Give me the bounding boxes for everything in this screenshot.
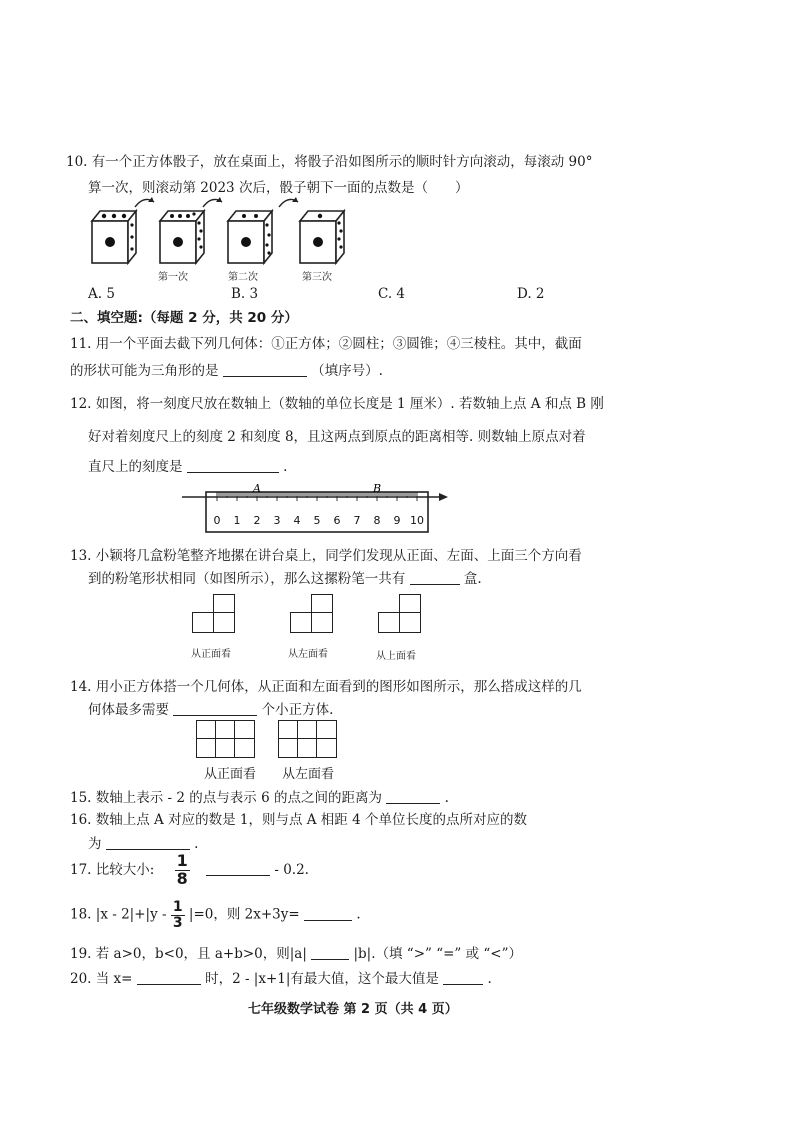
ruler-number: 10	[410, 514, 424, 527]
q11-text-b: （填序号）.	[311, 363, 383, 379]
ruler-numbers	[214, 514, 425, 527]
q11-answer-blank[interactable]	[223, 362, 307, 377]
q10-option-c: C. 4	[378, 286, 406, 302]
q20	[70, 967, 492, 987]
q14-line1: 14. 用小正方体搭一个几何体，从正面和左面看到的图形如图所示，那么搭成这样的几	[70, 679, 582, 695]
q14-line2	[88, 698, 333, 718]
q20-text-c: .	[487, 971, 492, 987]
q10-line2: 算一次，则滚动第 2023 次后，骰子朝下一面的点数是（ ）	[88, 180, 469, 196]
roll-label-2: 第二次	[228, 272, 258, 283]
q18-fraction	[171, 900, 185, 930]
q20-text-b: 时，2 - |x+1|有最大值，这个最大值是	[205, 971, 439, 987]
die-1	[92, 211, 136, 263]
q20-blank-max[interactable]	[443, 970, 483, 985]
die-3	[228, 211, 272, 263]
section-2-title: 二、填空题:（每题 2 分，共 20 分）	[70, 310, 298, 326]
q19-answer-blank[interactable]	[311, 945, 349, 960]
ruler-number: 9	[393, 514, 401, 527]
q13-top-label: 从上面看	[376, 651, 416, 662]
q17-fraction	[175, 853, 190, 888]
q17-rhs: - 0.2.	[274, 861, 309, 878]
ruler-number: 6	[333, 514, 341, 527]
q14-left-label: 从左面看	[282, 767, 335, 782]
die-2	[160, 211, 204, 263]
q19-text-a: 19. 若 a>0，b<0，且 a+b>0，则|a|	[70, 946, 307, 962]
q13-text-b: 盒.	[463, 571, 482, 587]
q16-text-b: .	[194, 836, 199, 852]
q15-text-b: .	[444, 790, 449, 806]
ruler-ticks	[217, 492, 417, 501]
q11-line1: 11. 用一个平面去截下列几何体：①正方体；②圆柱；③圆锥；④三棱柱。其中，截面	[70, 336, 582, 352]
q14-front-label: 从正面看	[204, 767, 257, 782]
q15-answer-blank[interactable]	[386, 789, 440, 804]
q13-line2	[88, 567, 482, 587]
ruler-number: 0	[213, 514, 221, 527]
q12-line1: 12. 如图，将一刻度尺放在数轴上（数轴的单位长度是 1 厘米）. 若数轴上点 A 和点 B 刚	[70, 396, 604, 412]
point-a-label: A	[253, 482, 261, 495]
q18	[70, 900, 361, 930]
ruler-number: 4	[293, 514, 301, 527]
ruler-number: 8	[373, 514, 381, 527]
q18-answer-blank[interactable]	[304, 906, 352, 921]
ruler-number: 3	[273, 514, 281, 527]
q13-text-a: 到的粉笔形状相同（如图所示），那么这摞粉笔一共有	[88, 571, 406, 587]
q16-text-a: 为	[88, 836, 102, 852]
q17-label: 17. 比较大小:	[70, 861, 155, 878]
q10-option-b: B. 3	[231, 286, 259, 302]
point-b-label: B	[372, 482, 382, 495]
ruler-number: 2	[253, 514, 261, 527]
q13-line1: 13. 小颖将几盒粉笔整齐地摞在讲台桌上，同学们发现从正面、左面、上面三个方向看	[70, 548, 582, 564]
page-footer: 七年级数学试卷 第 2 页（共 4 页）	[248, 1002, 458, 1017]
q14-text-a: 何体最多需要	[88, 702, 169, 718]
q18-denominator: 3	[172, 914, 183, 931]
q20-blank-x[interactable]	[137, 970, 201, 985]
q16-answer-blank[interactable]	[106, 835, 190, 850]
roll-label-1: 第一次	[158, 272, 188, 283]
die-4	[300, 211, 344, 263]
q19	[70, 942, 522, 962]
q12-text-a: 直尺上的刻度是	[88, 459, 183, 475]
q11-line2	[70, 359, 383, 379]
q18-label: 18.	[70, 906, 92, 923]
q14-answer-blank[interactable]	[173, 701, 257, 716]
q17-numerator: 1	[176, 851, 188, 870]
q13-left-label: 从左面看	[288, 649, 328, 660]
q20-text-a: 20. 当 x=	[70, 971, 133, 987]
q18-expr-a: |x - 2|+|y -	[95, 906, 167, 923]
q16-line1: 16. 数轴上点 A 对应的数是 1，则与点 A 相距 4 个单位长度的点所对应的数	[70, 812, 527, 828]
q18-numerator: 1	[172, 899, 183, 915]
ruler-number-line-figure	[180, 480, 450, 535]
q17-answer-blank[interactable]	[206, 861, 270, 876]
q12-answer-blank[interactable]	[187, 458, 279, 473]
q14-text-b: 个小正方体.	[261, 702, 334, 718]
q18-end: .	[356, 906, 361, 923]
q13-answer-blank[interactable]	[410, 570, 460, 585]
q12-line3	[88, 455, 287, 475]
q12-line2: 好对着刻度尺上的刻度 2 和刻度 8，且这两点到原点的距离相等. 则数轴上原点对着	[88, 429, 586, 445]
q18-expr-b: |=0，则 2x+3y=	[188, 906, 300, 923]
q10-option-a: A. 5	[88, 286, 115, 302]
q12-text-b: .	[283, 459, 288, 475]
ruler-number: 1	[233, 514, 241, 527]
q10-option-d: D. 2	[517, 286, 545, 302]
q19-text-b: |b|.（填 “>” “=” 或 “<”）	[353, 946, 523, 962]
q10-line1: 10. 有一个正方体骰子，放在桌面上，将骰子沿如图所示的顺时针方向滚动，每滚动 90°	[66, 154, 593, 170]
q11-text-a: 的形状可能为三角形的是	[70, 363, 219, 379]
q15-text-a: 15. 数轴上表示 - 2 的点与表示 6 的点之间的距离为	[70, 790, 382, 806]
dice-roll-figure	[80, 193, 360, 268]
q16-line2	[88, 832, 198, 852]
ruler-number: 7	[353, 514, 361, 527]
q17	[70, 853, 309, 888]
q17-denominator: 8	[176, 868, 188, 888]
ruler-number: 5	[313, 514, 321, 527]
q13-front-label: 从正面看	[191, 649, 231, 660]
q15	[70, 786, 449, 806]
roll-label-3: 第三次	[302, 272, 332, 283]
